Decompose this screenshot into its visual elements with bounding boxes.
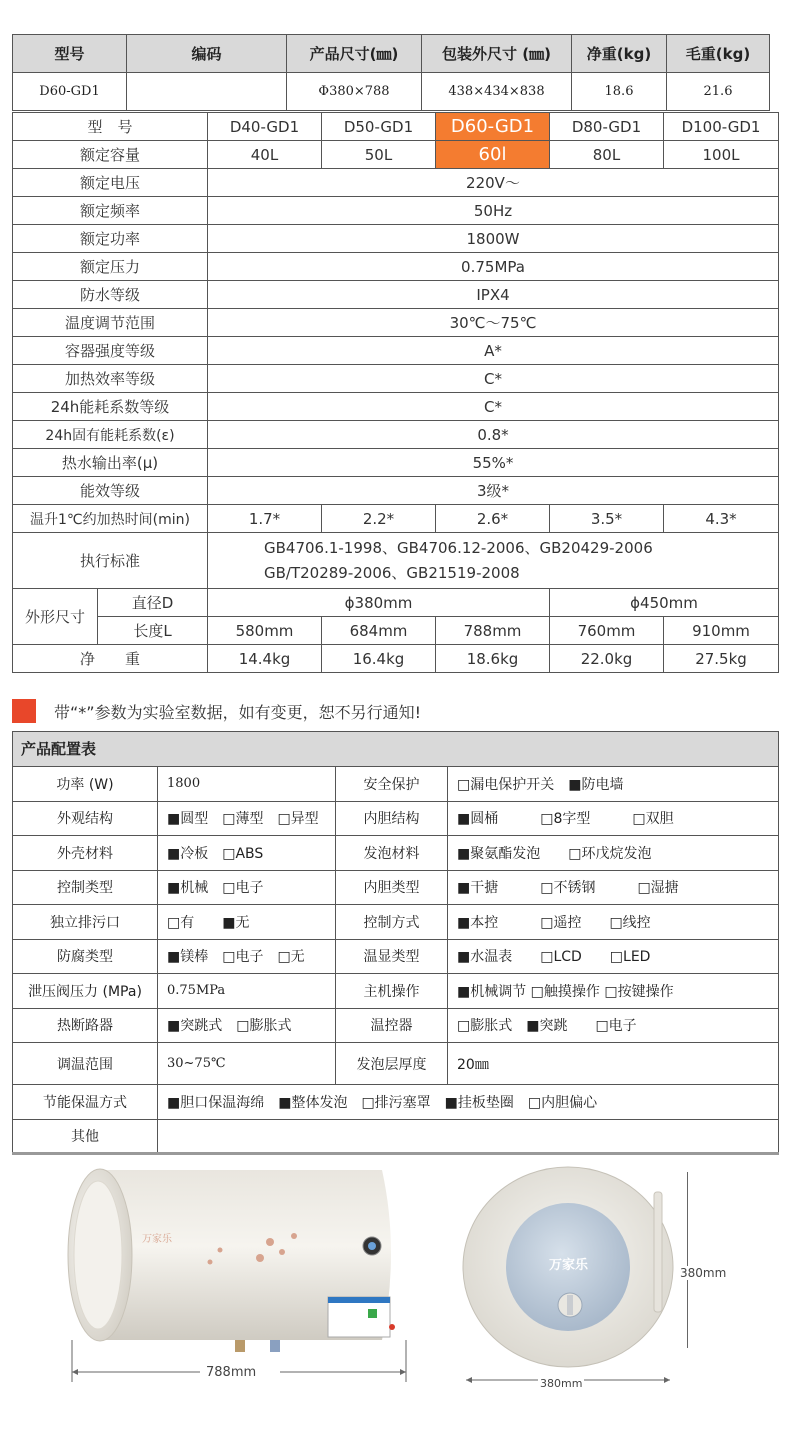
weight-cell: 16.4kg xyxy=(322,645,436,673)
config-key: 节能保温方式 xyxy=(13,1085,158,1120)
spec-row-length xyxy=(13,617,779,645)
spec-value: 220V～ xyxy=(208,169,779,197)
spec-value: 3级* xyxy=(208,477,779,505)
config-key: 温显类型 xyxy=(336,939,448,974)
summary-table xyxy=(12,34,770,111)
spec-row xyxy=(13,309,779,337)
spec-sublabel: 直径D xyxy=(98,589,208,617)
config-table xyxy=(12,766,779,1155)
spec-row xyxy=(13,449,779,477)
config-value: ■本控 □遥控 □线控 xyxy=(448,905,779,940)
spec-label: 24h能耗系数等级 xyxy=(13,393,208,421)
spec-label: 加热效率等级 xyxy=(13,365,208,393)
capacity-cell: 40L xyxy=(208,141,322,169)
front-width-label: 380mm xyxy=(540,1377,583,1390)
standard-line: GB/T20289-2006、GB21519-2008 xyxy=(264,563,520,582)
spec-row-capacity xyxy=(13,141,779,169)
spec-row-heat-time xyxy=(13,505,779,533)
spec-value: 55%* xyxy=(208,449,779,477)
spec-row xyxy=(13,393,779,421)
heat-time-cell: 1.7* xyxy=(208,505,322,533)
config-value: ■突跳式 □膨胀式 xyxy=(158,1008,336,1043)
standard-cell xyxy=(208,533,779,589)
spec-row xyxy=(13,253,779,281)
weight-cell: 18.6kg xyxy=(436,645,550,673)
config-key: 外观结构 xyxy=(13,801,158,836)
spec-label: 额定频率 xyxy=(13,197,208,225)
config-value: ■胆口保温海绵 ■整体发泡 □排污塞罩 ■挂板垫圈 □内胆偏心 xyxy=(158,1085,779,1120)
heat-time-cell: 4.3* xyxy=(664,505,779,533)
config-row xyxy=(13,939,779,974)
summary-value-cell: D60-GD1 xyxy=(13,73,127,111)
config-value: 0.75MPa xyxy=(158,974,336,1009)
config-key: 发泡层厚度 xyxy=(336,1043,448,1085)
summary-header-row xyxy=(13,35,770,73)
config-value: ■水温表 □LCD □LED xyxy=(448,939,779,974)
config-key: 控制方式 xyxy=(336,905,448,940)
config-key: 温控器 xyxy=(336,1008,448,1043)
weight-cell: 22.0kg xyxy=(550,645,664,673)
diameter-cell: ϕ450mm xyxy=(550,589,779,617)
spec-row xyxy=(13,225,779,253)
spec-label: 净 重 xyxy=(13,645,208,673)
spec-value: 0.75MPa xyxy=(208,253,779,281)
spec-value: C* xyxy=(208,393,779,421)
spec-value: A* xyxy=(208,337,779,365)
summary-header-cell: 型号 xyxy=(13,35,127,73)
spec-value: 1800W xyxy=(208,225,779,253)
summary-value-cell: Φ380×788 xyxy=(287,73,422,111)
spec-row xyxy=(13,337,779,365)
config-value: ■镁棒 □电子 □无 xyxy=(158,939,336,974)
config-row xyxy=(13,905,779,940)
capacity-cell: 50L xyxy=(322,141,436,169)
heat-time-cell: 3.5* xyxy=(550,505,664,533)
spec-label: 外形尺寸 xyxy=(13,589,98,645)
spec-row-standard xyxy=(13,533,779,589)
length-cell: 788mm xyxy=(436,617,550,645)
weight-cell: 14.4kg xyxy=(208,645,322,673)
model-cell: D100-GD1 xyxy=(664,113,779,141)
spec-row-diameter xyxy=(13,589,779,617)
config-value: ■圆型 □薄型 □异型 xyxy=(158,801,336,836)
summary-value-cell xyxy=(127,73,287,111)
note-text: 带“*”参数为实验室数据，如有变更，恕不另行通知! xyxy=(54,702,421,722)
config-key: 调温范围 xyxy=(13,1043,158,1085)
spec-row xyxy=(13,365,779,393)
config-row xyxy=(13,836,779,871)
spec-common-rows xyxy=(13,169,779,505)
config-value: 1800 xyxy=(158,767,336,802)
summary-value-cell: 438×434×838 xyxy=(422,73,572,111)
model-cell: D50-GD1 xyxy=(322,113,436,141)
config-value xyxy=(158,1119,779,1154)
spec-table xyxy=(12,112,779,673)
brand-logo-front: 万家乐 xyxy=(549,1258,589,1273)
water-heater-side-icon xyxy=(60,1162,410,1387)
config-row xyxy=(13,1008,779,1043)
spec-label: 能效等级 xyxy=(13,477,208,505)
capacity-cell: 100L xyxy=(664,141,779,169)
config-value: 30~75℃ xyxy=(158,1043,336,1085)
config-row xyxy=(13,974,779,1009)
config-key: 控制类型 xyxy=(13,870,158,905)
spec-label: 温度调节范围 xyxy=(13,309,208,337)
config-key: 内胆类型 xyxy=(336,870,448,905)
config-value: ■机械 □电子 xyxy=(158,870,336,905)
model-cell-selected: D60-GD1 xyxy=(436,113,550,141)
config-value: □有 ■无 xyxy=(158,905,336,940)
heat-time-cell: 2.6* xyxy=(436,505,550,533)
config-key: 防腐类型 xyxy=(13,939,158,974)
length-cell: 580mm xyxy=(208,617,322,645)
config-value: 20㎜ xyxy=(448,1043,779,1085)
config-row xyxy=(13,870,779,905)
config-key: 主机操作 xyxy=(336,974,448,1009)
spec-row xyxy=(13,197,779,225)
spec-label: 额定压力 xyxy=(13,253,208,281)
config-table-title: 产品配置表 xyxy=(12,731,779,767)
spec-label: 额定电压 xyxy=(13,169,208,197)
model-cell: D80-GD1 xyxy=(550,113,664,141)
spec-row xyxy=(13,477,779,505)
capacity-cell-selected: 60l xyxy=(436,141,550,169)
config-key: 安全保护 xyxy=(336,767,448,802)
spec-label: 额定容量 xyxy=(13,141,208,169)
weight-cell: 27.5kg xyxy=(664,645,779,673)
diameter-cell: ϕ380mm xyxy=(208,589,550,617)
water-heater-front-icon xyxy=(458,1162,688,1387)
config-key: 其他 xyxy=(13,1119,158,1154)
config-key: 发泡材料 xyxy=(336,836,448,871)
lab-data-note xyxy=(12,699,421,723)
spec-label: 24h固有能耗系数(ε) xyxy=(13,421,208,449)
product-side-view xyxy=(60,1162,410,1380)
spec-label: 热水输出率(μ) xyxy=(13,449,208,477)
spec-value: 0.8* xyxy=(208,421,779,449)
summary-value-cell: 21.6 xyxy=(667,73,770,111)
config-row-energy xyxy=(13,1085,779,1120)
spec-label: 防水等级 xyxy=(13,281,208,309)
front-height-label: 380mm xyxy=(680,1266,727,1280)
config-row xyxy=(13,1043,779,1085)
front-height-dimension-line xyxy=(687,1172,688,1348)
brand-logo-side: 万家乐 xyxy=(142,1234,172,1245)
capacity-cell: 80L xyxy=(550,141,664,169)
spec-row-model xyxy=(13,113,779,141)
spec-value: 50Hz xyxy=(208,197,779,225)
spec-row-weight xyxy=(13,645,779,673)
model-cell: D40-GD1 xyxy=(208,113,322,141)
heat-time-cell: 2.2* xyxy=(322,505,436,533)
spec-sublabel: 长度L xyxy=(98,617,208,645)
config-value: ■机械调节 □触摸操作 □按键操作 xyxy=(448,974,779,1009)
summary-header-cell: 编码 xyxy=(127,35,287,73)
spec-label: 额定功率 xyxy=(13,225,208,253)
config-key: 泄压阀压力 (MPa) xyxy=(13,974,158,1009)
config-rows xyxy=(13,767,779,1085)
spec-label: 执行标准 xyxy=(13,533,208,589)
config-row xyxy=(13,801,779,836)
config-row-other xyxy=(13,1119,779,1154)
spec-label: 容器强度等级 xyxy=(13,337,208,365)
summary-value-cell: 18.6 xyxy=(572,73,667,111)
config-value: ■聚氨酯发泡 □环戊烷发泡 xyxy=(448,836,779,871)
summary-header-cell: 产品尺寸(㎜) xyxy=(287,35,422,73)
config-key: 热断路器 xyxy=(13,1008,158,1043)
side-length-label: 788mm xyxy=(206,1365,257,1380)
spec-value: IPX4 xyxy=(208,281,779,309)
config-key: 内胆结构 xyxy=(336,801,448,836)
spec-row xyxy=(13,421,779,449)
summary-header-cell: 净重(kg) xyxy=(572,35,667,73)
config-value: □漏电保护开关 ■防电墙 xyxy=(448,767,779,802)
config-value: □膨胀式 ■突跳 □电子 xyxy=(448,1008,779,1043)
standard-line: GB4706.1-1998、GB4706.12-2006、GB20429-2006 xyxy=(264,538,653,557)
config-key: 外壳材料 xyxy=(13,836,158,871)
summary-value-row xyxy=(13,73,770,111)
spec-value: 30℃～75℃ xyxy=(208,309,779,337)
spec-label: 温升1℃约加热时间(min) xyxy=(13,505,208,533)
product-front-view xyxy=(458,1162,688,1390)
config-row xyxy=(13,767,779,802)
spec-label: 型 号 xyxy=(13,113,208,141)
length-cell: 684mm xyxy=(322,617,436,645)
length-cell: 910mm xyxy=(664,617,779,645)
spec-row xyxy=(13,281,779,309)
config-value: ■冷板 □ABS xyxy=(158,836,336,871)
config-key: 功率 (W) xyxy=(13,767,158,802)
summary-header-cell: 包装外尺寸 (㎜) xyxy=(422,35,572,73)
summary-header-cell: 毛重(kg) xyxy=(667,35,770,73)
spec-value: C* xyxy=(208,365,779,393)
length-cell: 760mm xyxy=(550,617,664,645)
config-key: 独立排污口 xyxy=(13,905,158,940)
spec-row xyxy=(13,169,779,197)
red-square-icon xyxy=(12,699,36,723)
config-value: ■圆桶 □8字型 □双胆 xyxy=(448,801,779,836)
config-value: ■干搪 □不锈钢 □湿搪 xyxy=(448,870,779,905)
